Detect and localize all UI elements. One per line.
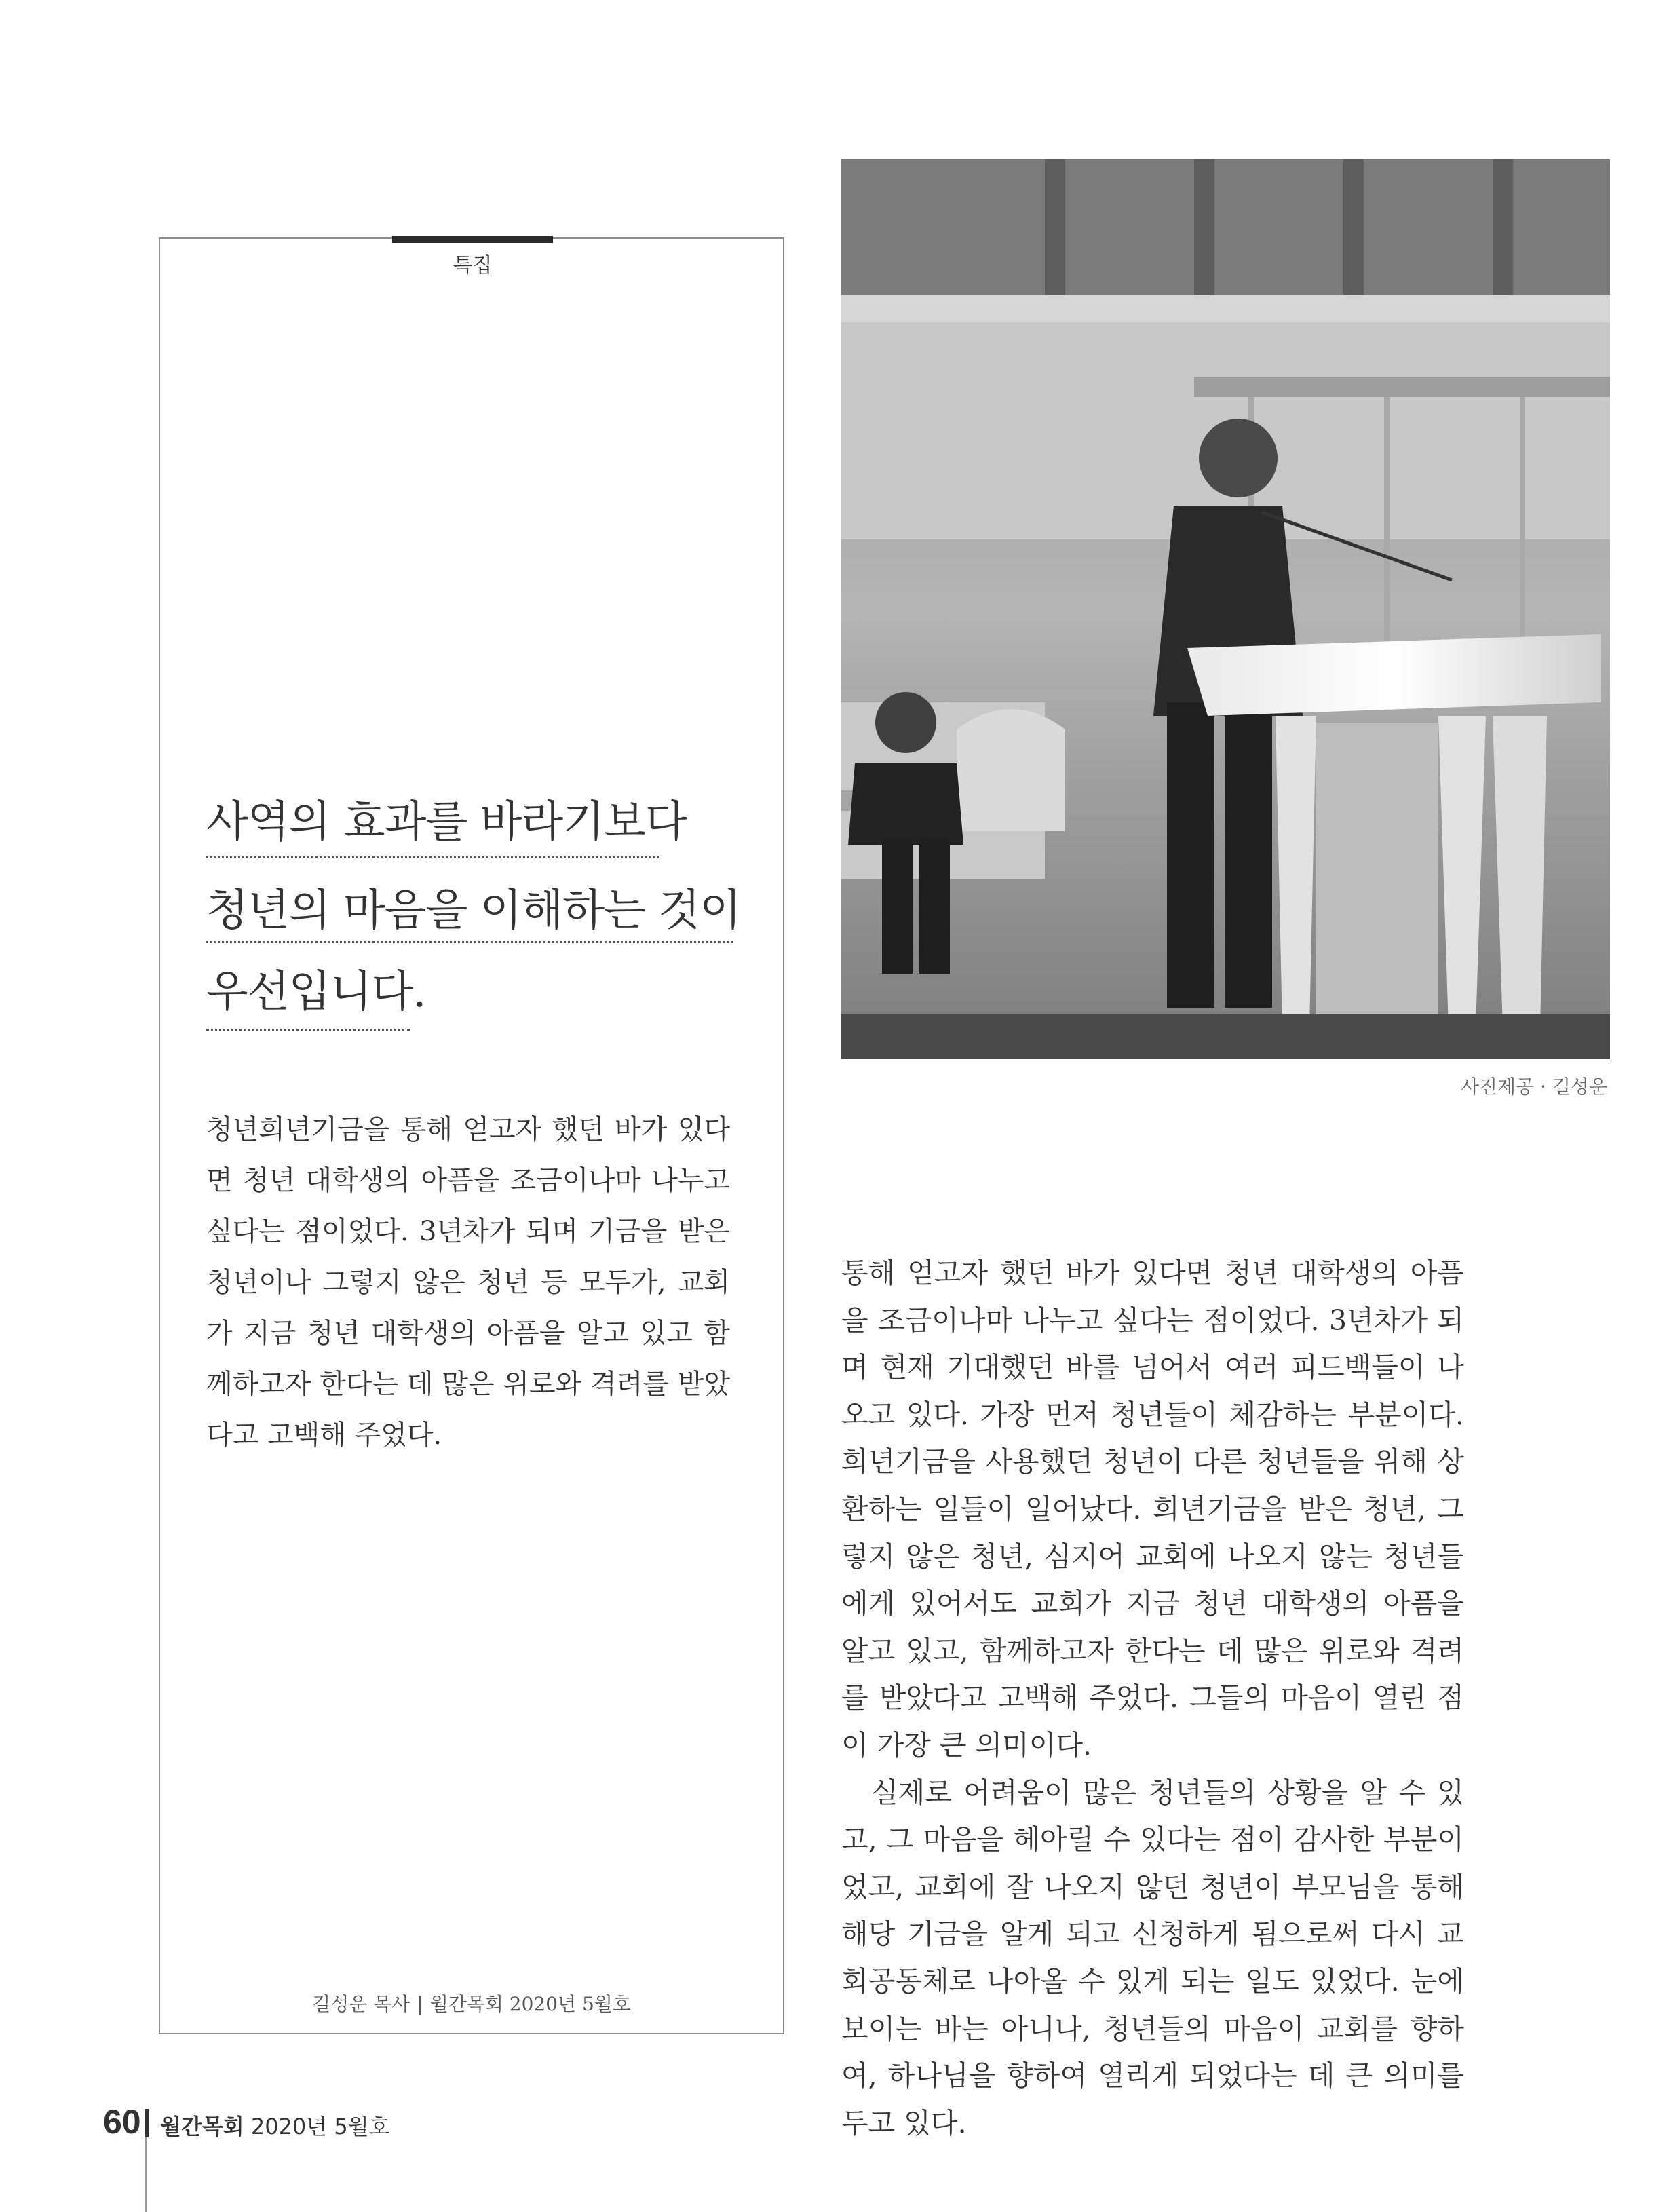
byline	[159, 1989, 784, 2017]
page-number: 60	[103, 2103, 141, 2141]
photo-caption: 사진제공 · 길성운	[1460, 1075, 1607, 1098]
section-tab-bar	[392, 236, 553, 243]
body-paragraph-2: 실제로 어려움이 많은 청년들의 상황을 알 수 있고, 그 마음을 헤아릴 수 있다는 점이 감사한 부분이었고, 교회에 잘 나오지 않던 청년이 부모님을 통해 해당 기금을 알게 되고 신청하게 됨으로써 다시 교회공동체로 나아올 수 있게 되는 일도 있었다. 눈에 보이는 바는 아니나, 청년들의 마음이 교회를 향하여, 하나님을 향하여 열리게 되었다는 데 큰 의미를 두고 있다.	[841, 1776, 1464, 2139]
footer-vertical-line	[145, 2137, 147, 2212]
headline-line-2: 청년의 마음을 이해하는 것이	[206, 885, 741, 936]
headline-divider-2	[206, 941, 733, 943]
byline-author: 길성운 목사	[312, 1993, 410, 2015]
headline-line-1: 사역의 효과를 바라기보다	[206, 797, 687, 847]
body-paragraph-1: 통해 얻고자 했던 바가 있다면 청년 대학생의 아픔을 조금이나마 나누고 싶다는 점이었다. 3년차가 되며 현재 기대했던 바를 넘어서 여러 피드백들이 나오고 있다. 가장 먼저 청년들이 체감하는 부분이다. 희년기금을 사용했던 청년이 다른 청년들을 위해 상환하는 일들이 일어났다. 희년기금을 받은 청년, 그렇지 않은 청년, 심지어 교회에 나오지 않는 청년들에게 있어서도 교회가 지금 청년 대학생의 아픔을 알고 있고, 함께하고자 한다는 데 많은 위로와 격려를 받았다고 고백해 주었다. 그들의 마음이 열린 점이 가장 큰 의미이다.	[841, 1257, 1464, 1761]
article-body	[841, 1250, 1464, 2147]
footer-issue: 2020년 5월호	[250, 2114, 390, 2139]
byline-separator: |	[417, 1993, 423, 2015]
footer-publication	[160, 2110, 390, 2141]
headline-divider-3	[206, 1029, 410, 1031]
footer-divider	[145, 2109, 149, 2137]
byline-source: 월간목회 2020년 5월호	[429, 1993, 631, 2015]
footer-magazine-name: 월간목회	[160, 2114, 244, 2139]
headline-line-3: 우선입니다.	[206, 967, 426, 1017]
article-photo	[841, 159, 1610, 1059]
headline-divider-1	[206, 856, 659, 858]
intro-paragraph: 청년희년기금을 통해 얻고자 했던 바가 있다면 청년 대학생의 아픔을 조금이나마 나누고 싶다는 점이었다. 3년차가 되며 기금을 받은 청년이나 그렇지 않은 청년 등 모두가, 교회가 지금 청년 대학생의 아픔을 알고 있고 함께하고자 한다는 데 많은 위로와 격려를 받았다고 고백해 주었다.	[206, 1114, 730, 1451]
section-tag: 특집	[453, 254, 493, 278]
